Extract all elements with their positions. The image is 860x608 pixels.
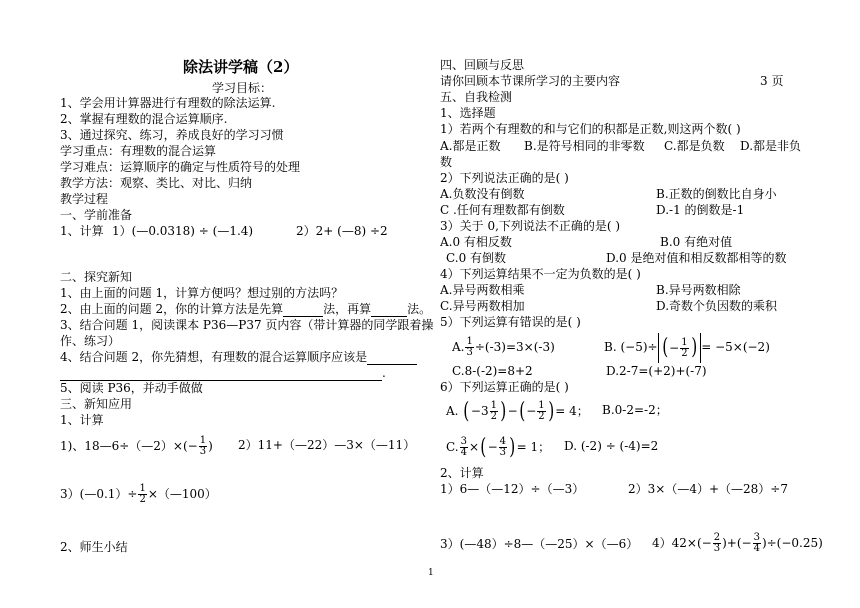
fraction: $\frac{1}{3}$ bbox=[199, 435, 207, 457]
q6-option-b: B.0-2=-2； bbox=[602, 403, 668, 417]
objective-3: 3、通过探究、练习，养成良好的学习习惯 bbox=[60, 128, 284, 142]
q1-option-d: D.都是非负 bbox=[740, 139, 802, 153]
q1-option-d-wrap: 数 bbox=[440, 155, 453, 169]
section-5-heading: 五、自我检测 bbox=[440, 90, 513, 104]
q4-option-c: C.异号两数相加 bbox=[440, 299, 525, 313]
q1-option-a: A.都是正数 bbox=[440, 139, 501, 153]
section-4-text: 请你回顾本节课所学习的主要内容 bbox=[440, 74, 621, 88]
q2-part-a: 2、由上面的问题 2，你的计算方法是先算 bbox=[60, 302, 284, 316]
section-2-q3-line1: 3、结合问题 1，阅读课本 P36—P37 页内容（带计算器的同学跟着操 bbox=[60, 318, 434, 332]
section-2-heading: 二、探究新知 bbox=[60, 270, 133, 284]
q4-end: . bbox=[382, 366, 386, 380]
section-4-heading: 四、回顾与反思 bbox=[440, 58, 525, 72]
q3-option-d: D.0 是绝对值和相反数都相等的数 bbox=[606, 251, 787, 265]
mc-heading: 1、选择题 bbox=[440, 106, 496, 120]
section-2-q4 bbox=[60, 350, 417, 365]
q2-option-b: B.正数的倒数比自身小 bbox=[656, 187, 777, 201]
expr-1-part-b: ) bbox=[208, 439, 213, 453]
expr-1-part-a: 1)、18—6÷（—2）×(− bbox=[60, 439, 198, 453]
section-4-page: 3 页 bbox=[760, 74, 784, 88]
q3-option-a: A.0 有相反数 bbox=[440, 235, 512, 249]
section-3-expr-2: 2）11+（—22）—3×（—11） bbox=[238, 438, 416, 452]
question-6: 6）下列运算正确的是( ) bbox=[440, 380, 569, 394]
section-1-calc-label: 1、计算 bbox=[60, 224, 104, 238]
teaching-method: 教学方法：观察、类比、对比、归纳 bbox=[60, 176, 253, 190]
page-title: 除法讲学稿（2） bbox=[183, 58, 299, 76]
q2-option-d: D.-1 的倒数是-1 bbox=[656, 203, 745, 217]
q3-option-c: C.0 有倒数 bbox=[446, 251, 507, 265]
q6-option-a: A. (−3 $\frac{1}{2}$ )−(− $\frac{1}{2}$ )= 4； bbox=[446, 398, 589, 424]
question-1: 1）若两个有理数的和与它们的积都是正数,则这两个数( ) bbox=[440, 122, 741, 136]
objective-2: 2、掌握有理数的混合运算顺序. bbox=[60, 112, 228, 126]
section-2-q1: 1、由上面的问题 1，计算方便吗？想过别的方法吗？ bbox=[60, 286, 344, 300]
calc-1: 1）6—（—12）÷（—3） bbox=[440, 482, 585, 496]
calc-2: 2）3×（—4）+（—28）÷7 bbox=[628, 482, 788, 496]
section-3-expr-3 bbox=[60, 480, 217, 508]
objectives-heading: 学习目标： bbox=[212, 81, 273, 95]
absolute-value: (− $\frac{1}{2}$ ) bbox=[658, 333, 702, 363]
q2-part-c: 法。 bbox=[407, 302, 432, 316]
q2-option-c: C .任何有理数都有倒数 bbox=[440, 203, 565, 217]
answer-blank-1[interactable] bbox=[283, 316, 323, 317]
q1-option-c: C.都是负数 bbox=[664, 139, 725, 153]
answer-blank-2[interactable] bbox=[371, 316, 407, 317]
q5-option-c: C.8-(-2)=8+2 bbox=[452, 364, 533, 378]
section-2-q2 bbox=[60, 302, 431, 317]
section-1-heading: 一、学前准备 bbox=[60, 208, 133, 222]
expr-3-part-a: 3）(—0.1）÷ bbox=[60, 487, 138, 501]
fraction: $\frac{1}{2}$ bbox=[139, 483, 146, 505]
objective-1: 1、学会用计算器进行有理数的除法运算. bbox=[60, 96, 276, 110]
teaching-process: 教学过程 bbox=[60, 192, 109, 206]
question-3: 3）关于 0,下列说法不正确的是( ) bbox=[440, 219, 621, 233]
page-number: 1 bbox=[428, 568, 434, 578]
question-2: 2）下列说法正确的是( ) bbox=[440, 171, 569, 185]
q4-text: 4、结合问题 2，你先猜想，有理数的混合运算顺序应该是 bbox=[60, 350, 368, 364]
fraction: $\frac{1}{3}$ bbox=[466, 336, 473, 358]
q4-option-a: A.异号两数相乘 bbox=[440, 283, 525, 297]
answer-blank-3[interactable] bbox=[367, 364, 417, 365]
q3-option-b: B.0 有绝对值 bbox=[660, 235, 733, 249]
difficulty: 学习难点：运算顺序的确定与性质符号的处理 bbox=[60, 160, 301, 174]
q2-part-b: 法，再算 bbox=[323, 302, 372, 316]
q2-option-a: A.负数没有倒数 bbox=[440, 187, 525, 201]
q6-option-d: D. (-2) ÷ (-4)=2 bbox=[564, 439, 659, 453]
section-3-heading: 三、新知应用 bbox=[60, 397, 133, 411]
section-2-q5: 5、阅读 P36，并动手做做 bbox=[60, 381, 203, 395]
section-3-calc-label: 1、计算 bbox=[60, 413, 104, 427]
q5-option-a: A. $\frac{1}{3}$ ÷(-3)=3×(-3) bbox=[452, 336, 555, 358]
q5-option-b: B. (−5)÷ (− $\frac{1}{2}$ ) = −5×(−2) bbox=[604, 332, 770, 363]
calc-4: 4）42×(− $\frac{2}{3}$ )+(− $\frac{3}{4}$ )÷(−0.25) bbox=[652, 532, 823, 554]
section-1-calc-1: 1）(—0.0318) ÷ (—1.4) bbox=[112, 224, 254, 238]
q4-option-b: B.异号两数相除 bbox=[656, 283, 741, 297]
q5-option-d: D.2-7=(+2)+(-7) bbox=[606, 364, 707, 378]
q1-option-b: B.是符号相同的非零数 bbox=[524, 139, 645, 153]
question-4: 4）下列运算结果不一定为负数的是( ) bbox=[440, 267, 641, 281]
question-5: 5）下列运算有错误的是( ) bbox=[440, 315, 581, 329]
section-2-q4-continuation bbox=[60, 366, 386, 381]
section-2-q3-line2: 作、练习） bbox=[60, 334, 121, 348]
section-3-summary: 2、师生小结 bbox=[60, 540, 128, 554]
key-point: 学习重点：有理数的混合运算 bbox=[60, 144, 217, 158]
calc-heading: 2、计算 bbox=[440, 466, 484, 480]
q4-option-d: D.奇数个负因数的乘积 bbox=[656, 299, 778, 313]
section-3-expr-1 bbox=[60, 432, 213, 460]
expr-3-part-b: ×（—100） bbox=[147, 487, 217, 501]
section-1-calc-2: 2）2+ (—8) ÷2 bbox=[296, 224, 388, 238]
calc-3: 3）(—48）÷8—（—25）×（—6） bbox=[440, 537, 639, 551]
q6-option-c: C. $\frac{3}{4}$ ×(− $\frac{4}{3}$ )= 1； bbox=[446, 434, 551, 460]
